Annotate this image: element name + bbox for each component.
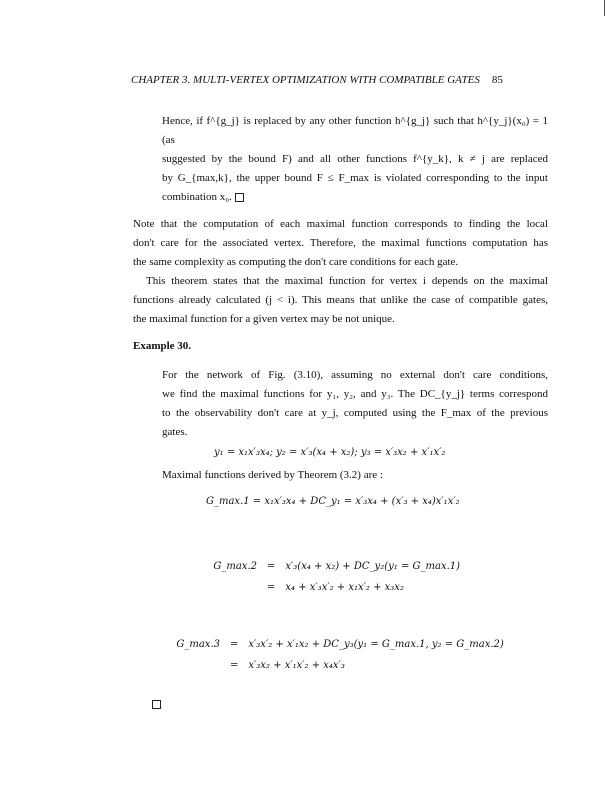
paragraph-line: the maximal function for a given vertex may be not unique. xyxy=(133,313,395,325)
running-header-row xyxy=(131,72,591,88)
running-header: CHAPTER 3. MULTI-VERTEX OPTIMIZATION WITH COMPATIBLE GATES xyxy=(131,74,480,86)
proof-line: Hence, if f^{g_j} is replaced by any other function h^{g_j} such that h^{y_j}(x₀) = 1 (as xyxy=(162,115,548,146)
lhs-spacer xyxy=(168,655,220,676)
gmax2-row-1 xyxy=(205,556,612,577)
equals-sign: = xyxy=(230,660,239,671)
page-body xyxy=(0,72,612,710)
page-number: 85 xyxy=(491,74,503,86)
qed-square-icon xyxy=(235,193,244,202)
equation-gmax1: G_max.1 = x₁x′₃x₄ + DC_y₁ = x′₃x₄ + (x′₃ + x₄)x′₁x′₂ xyxy=(206,496,460,507)
equation-y: y₁ = x₁x′₃x₄; y₂ = x′₃(x₄ + x₂); y₃ = x′₃x₂ + x′₁x′₂ xyxy=(214,447,446,458)
example-line: gates. xyxy=(162,426,188,438)
gmax3-row-2 xyxy=(168,655,612,676)
proof-line-text: combination x₀. xyxy=(162,191,232,203)
page-edge-line xyxy=(604,0,605,16)
gmax3-lhs: G_max.3 xyxy=(176,639,220,650)
equals-sign: = xyxy=(267,561,276,572)
gmax2-row1: x′₃(x₄ + x₂) + DC_y₂(y₁ = G_max.1) xyxy=(285,561,461,572)
gmax2-row-2 xyxy=(205,577,612,598)
gmax3-row2: x′₃x₂ + x′₁x′₂ + x₄x′₃ xyxy=(248,660,345,671)
gmax3-row-1 xyxy=(168,634,612,655)
equals-sign: = xyxy=(230,639,239,650)
proof-line: by G_{max,k}, the upper bound F ≤ F_max is violated corresponding to the input xyxy=(162,172,548,184)
lhs-spacer xyxy=(205,577,257,598)
example-title: Example 30. xyxy=(133,340,192,352)
paragraph-line: Note that the computation of each maximal function corresponds to finding the local xyxy=(133,218,548,230)
qed-square-icon xyxy=(152,700,161,709)
example-end xyxy=(152,698,612,710)
gmax3-row1: x′₃x′₂ + x′₁x₂ + DC_y₃(y₁ = G_max.1, y₂ = G_max.2) xyxy=(248,639,504,650)
proof-line: suggested by the bound F) and all other functions f^{y_k}, k ≠ j are replaced xyxy=(162,153,548,165)
example-line: For the network of Fig. (3.10), assuming no external don't care conditions, xyxy=(162,369,548,381)
example-line: to the observability don't care at y_j, computed using the F_max of the previous xyxy=(162,407,548,419)
gmax2-lhs: G_max.2 xyxy=(213,561,257,572)
paragraph-line: don't care for the associated vertex. Therefore, the maximal functions computation has xyxy=(133,237,548,249)
example-line: we find the maximal functions for y₁, y₂, and y₃. The DC_{y_j} terms correspond xyxy=(162,388,548,400)
gmax2-row2: x₄ + x′₃x′₂ + x₁x′₂ + x₃x₂ xyxy=(285,582,404,593)
equals-sign: = xyxy=(267,582,276,593)
paragraph-line: This theorem states that the maximal function for vertex i depends on the maximal xyxy=(146,275,548,287)
proof-line xyxy=(162,188,548,207)
paragraph-line: functions already calculated (j < i). This means that unlike the case of compatible gates, xyxy=(133,294,548,306)
paragraph-line: the same complexity as computing the don't care conditions for each gate. xyxy=(133,256,459,268)
maximal-intro: Maximal functions derived by Theorem (3.2) are : xyxy=(162,469,383,481)
